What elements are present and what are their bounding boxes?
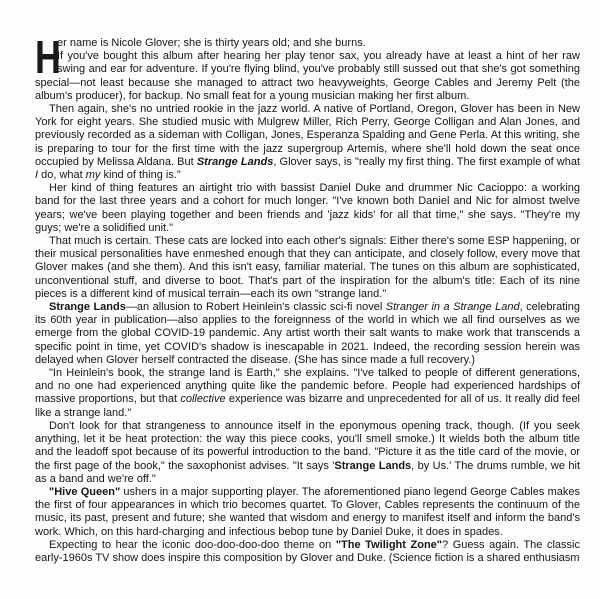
- track-heading-strange-lands: Strange Lands: [49, 301, 126, 314]
- paragraph-2: [35, 103, 580, 182]
- paragraph-5: [35, 301, 580, 367]
- emphasis-i: I: [35, 169, 39, 182]
- track-heading-hive-queen: "Hive Queen": [49, 485, 121, 498]
- liner-notes-text: [35, 37, 580, 565]
- paragraph-2-text-d: kind of thing is.": [100, 169, 181, 182]
- paragraph-3: Her kind of thing features an airtight trio with bassist Daniel Duke and drummer Nic Cacioppo: a working band for the last three years and a cohort for much longer. "I've known both Daniel and Nic for almost twelve years; we've been playing together and been friends and 'jazz kids' for all that time," she says. "They're my guys; we're a solidified unit.": [35, 182, 580, 234]
- emphasis-my: my: [85, 169, 101, 182]
- bold-strange-lands: Strange Lands: [334, 459, 412, 472]
- paragraph-8-text: ushers in a major supporting player. The aforementioned piano legend George Cables makes the first of four appearances in which trio becomes quartet. To Glover, Cables represents the continuum of the music, its past, present and future; she wanted that wisdom and energy to manifest itself and inform the band's work. Which, on this hard-charging and infectious bebop tune by Daniel Duke, it does in spades.: [35, 485, 580, 538]
- paragraph-9-text: Expecting to hear the iconic doo-doo-doo-doo theme on: [49, 538, 336, 551]
- paragraph-9: [35, 539, 580, 565]
- paragraph-8: [35, 486, 580, 539]
- paragraph-7-text-b: , by Us.' The drums rumble, we hit as a band and we're off.": [35, 459, 580, 485]
- paragraph-6-text-b: experience was bizarre and unprecedented for all of us. It really did feel like a strange land.": [35, 393, 580, 419]
- paragraph-1-body: If you've bought this album after hearing her play tenor sax, you already have at least a hint of her raw swing and ear for adventure. If you're flying blind, you've probably still sussed out that she's got something special—not least because she managed to attract two heavyweights, George Cables and Jeremy Pelt (the album's producer), for backup. No small feat for a young musician making her first album.: [35, 50, 580, 102]
- paragraph-2-text-b: , Glover says, is "really my first thing. The first example of what: [273, 155, 580, 168]
- paragraph-7-text: Don't look for that strangeness to announce itself in the eponymous opening track, though. (If you seek anything, let it be heat protection: the way this piece cooks, you'll smell smoke.) It wields both the album title and the leadoff spot because of its powerful introduction to the band. "Picture it as the title card of the movie, or the first page of the book," the saxophonist advises. "It says ': [35, 419, 580, 472]
- paragraph-2-text: Then again, she's no untried rookie in the jazz world. A native of Portland, Oregon, Glover has been in New York for eight years. She studied music with Mulgrew Miller, Rich Perry, George Colligan and Alan Jones, and previously recorded as a sideman with Colligan, Jones, Esperanza Spalding and Gene Perla. At this writing, she is preparing to tour for the first time with the jazz supergroup Artemis, where she'll hold down the seat once occupied by Melissa Aldana. But: [35, 103, 580, 168]
- album-title-ref: Strange Lands: [196, 155, 274, 168]
- paragraph-6-text: "In Heinlein's book, the strange land is Earth," she explains. "I've talked to people of different generations, and no one had experienced anything quite like the pandemic before. People had experienced hardships of massive proportions, but that: [35, 367, 580, 406]
- paragraph-2-text-c: do, what: [38, 169, 86, 182]
- paragraph-7: [35, 420, 580, 486]
- liner-notes-page: [35, 37, 580, 597]
- opening-line: er name is Nicole Glover; she is thirty years old; and she burns.: [57, 37, 366, 49]
- paragraph-4: That much is certain. These cats are locked into each other's signals: Either there's some ESP happening, or their musical personalities have enmeshed enough that they can anticipate, and closely follow, every move that Glover makes (and she them). And this isn't easy, familiar material. The tunes on this album are sophisticated, unconventional stuff, and diverse to boot. That's part of the inspiration for the album's title: Each of its nine pieces is a different kind of musical terrain—each its own "strange land.": [35, 235, 580, 300]
- paragraph-1: [35, 37, 580, 103]
- book-title: Stranger in a Strange Land: [385, 301, 520, 314]
- paragraph-9-text-b: ? Guess again. The classic early-1960s TV show does inspire this composition by Glover and Duke. (Science fiction is a shared enthusiasm: [35, 538, 580, 564]
- track-heading-twilight-zone: "The Twilight Zone": [335, 538, 442, 551]
- paragraph-5-text-b: , celebrating its 60th year in publication—also applies to the foreignness of the world in which we all find ourselves as we emerge from the global COVID-19 pandemic. Any artist worth their salt wants to make work that transcends a specific point in time, yet COVID's shadow is inescapable in 2021. Indeed, the recording session herein was delayed when Glover herself contracted the disease. (She has since made a full recovery.): [35, 301, 580, 366]
- emphasis-collective: collective: [180, 393, 226, 406]
- paragraph-6: [35, 367, 580, 420]
- paragraph-5-text: —an allusion to Robert Heinlein's classic sci-fi novel: [125, 301, 386, 314]
- drop-cap: H: [35, 37, 61, 83]
